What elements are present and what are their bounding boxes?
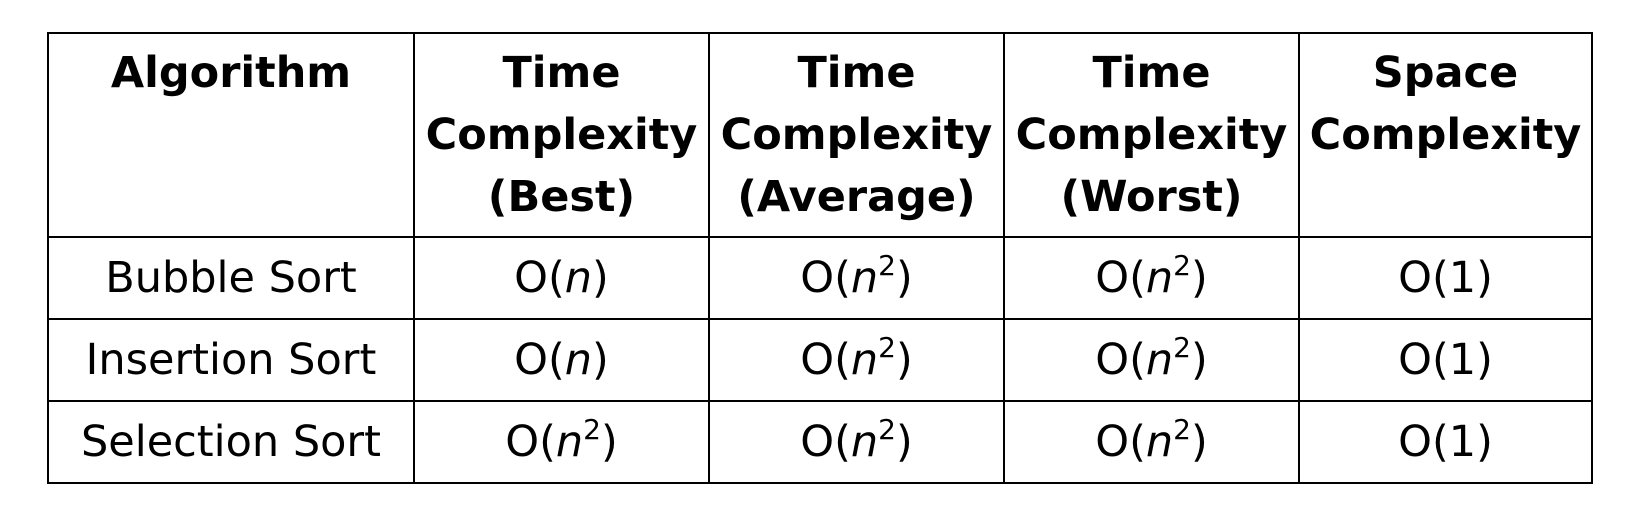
complexity-suffix: ) (592, 335, 609, 385)
complexity-prefix: O( (514, 335, 565, 385)
cell-algorithm: Bubble Sort (48, 237, 414, 319)
complexity-prefix: O( (1095, 335, 1146, 385)
complexity-prefix: O( (800, 417, 851, 467)
cell-time-best (414, 319, 709, 401)
complexity-prefix: O( (1095, 253, 1146, 303)
cell-time-worst (1004, 237, 1299, 319)
cell-time-worst (1004, 319, 1299, 401)
header-time-best: Time Complexity (Best) (414, 33, 709, 237)
table-row (48, 319, 1592, 401)
cell-space (1299, 237, 1592, 319)
complexity-suffix: ) (895, 253, 913, 303)
complexity-var: n (850, 335, 879, 385)
cell-space (1299, 401, 1592, 483)
complexity-exp: 2 (878, 249, 896, 282)
complexity-exp: 2 (878, 413, 896, 446)
complexity-prefix: O( (800, 253, 851, 303)
complexity-suffix: ) (895, 417, 913, 467)
complexity-var: n (850, 417, 879, 467)
cell-time-average (709, 237, 1004, 319)
header-time-worst: Time Complexity (Worst) (1004, 33, 1299, 237)
complexity-suffix: ) (1190, 335, 1208, 385)
cell-time-best (414, 237, 709, 319)
complexity-prefix: O( (505, 417, 556, 467)
complexity-prefix: O(1) (1398, 253, 1493, 303)
complexity-suffix: ) (1190, 253, 1208, 303)
complexity-var: n (555, 417, 584, 467)
complexity-suffix: ) (895, 335, 913, 385)
header-algorithm: Algorithm (48, 33, 414, 237)
complexity-exp: 2 (878, 331, 896, 364)
complexity-var: n (1145, 253, 1174, 303)
cell-space (1299, 319, 1592, 401)
complexity-var: n (564, 335, 593, 385)
complexity-prefix: O( (800, 335, 851, 385)
table-row (48, 237, 1592, 319)
complexity-prefix: O(1) (1398, 335, 1493, 385)
complexity-prefix: O(1) (1398, 417, 1493, 467)
complexity-var: n (1145, 417, 1174, 467)
cell-time-average (709, 401, 1004, 483)
complexity-suffix: ) (592, 253, 609, 303)
complexity-prefix: O( (1095, 417, 1146, 467)
cell-time-average (709, 319, 1004, 401)
header-row (48, 33, 1592, 237)
cell-algorithm: Insertion Sort (48, 319, 414, 401)
complexity-exp: 2 (1173, 413, 1191, 446)
cell-algorithm: Selection Sort (48, 401, 414, 483)
header-time-average: Time Complexity (Average) (709, 33, 1004, 237)
cell-time-best (414, 401, 709, 483)
complexity-exp: 2 (1173, 331, 1191, 364)
complexity-var: n (1145, 335, 1174, 385)
complexity-table (47, 32, 1593, 484)
header-space: Space Complexity (1299, 33, 1592, 237)
complexity-prefix: O( (514, 253, 565, 303)
cell-time-worst (1004, 401, 1299, 483)
complexity-suffix: ) (1190, 417, 1208, 467)
complexity-var: n (850, 253, 879, 303)
table-row (48, 401, 1592, 483)
complexity-exp: 2 (1173, 249, 1191, 282)
complexity-var: n (564, 253, 593, 303)
complexity-exp: 2 (583, 413, 601, 446)
complexity-suffix: ) (600, 417, 618, 467)
